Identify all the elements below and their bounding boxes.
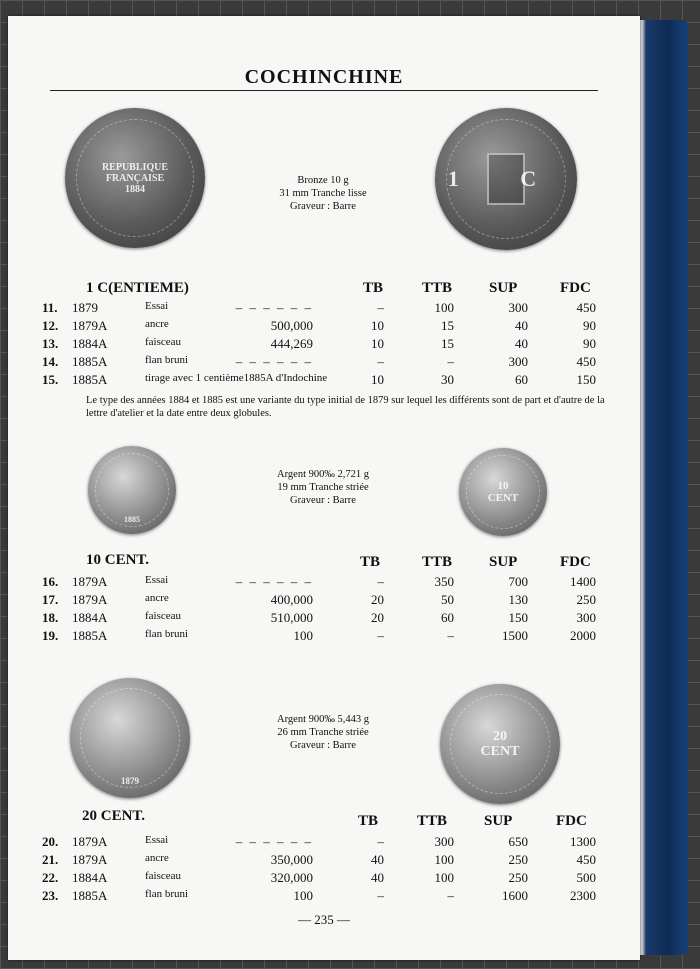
sup-cell: 130 bbox=[508, 592, 528, 607]
catalog-number: 19. bbox=[42, 628, 59, 643]
year-cell: 1879A bbox=[72, 834, 108, 849]
mintage-cell: – – – – – – bbox=[235, 300, 313, 315]
mintage-cell: – – – – – – bbox=[235, 354, 313, 369]
tb-cell: – bbox=[377, 300, 384, 315]
catalog-number: 18. bbox=[42, 610, 59, 625]
fdc-cell: 90 bbox=[583, 336, 596, 351]
year-cell: 1879A bbox=[72, 574, 108, 589]
note-text: Le type des années 1884 et 1885 est une variante du type initial de 1879 sur lequel les différents sont de part et d'autre de la lettre d'atelier et la date entre deux globules. bbox=[86, 395, 605, 419]
table-row bbox=[8, 870, 640, 888]
column-header-sup: SUP bbox=[484, 813, 513, 829]
desc-cell: tirage avec 1 centième1885A d'Indochine bbox=[145, 372, 328, 384]
sup-cell: 250 bbox=[508, 852, 528, 867]
table-row bbox=[8, 372, 640, 390]
desc-cell: faisceau bbox=[145, 870, 182, 882]
tb-cell: 40 bbox=[371, 870, 384, 885]
tb-cell: – bbox=[377, 628, 384, 643]
mintage-cell: 100 bbox=[293, 628, 313, 643]
ttb-cell: 100 bbox=[434, 852, 454, 867]
table-row bbox=[8, 888, 640, 906]
section-heading: 10 CENT. bbox=[86, 552, 150, 568]
ttb-cell: – bbox=[447, 628, 454, 643]
coin-legend: 1879 bbox=[121, 776, 139, 787]
sup-cell: 40 bbox=[515, 318, 528, 333]
sup-cell: 1600 bbox=[502, 888, 528, 903]
mintage-cell: – – – – – – bbox=[235, 574, 313, 589]
year-cell: 1879 bbox=[72, 300, 98, 315]
catalog-number: 11. bbox=[42, 300, 58, 315]
coin-1c-obverse bbox=[65, 108, 205, 248]
desc-cell: faisceau bbox=[145, 610, 182, 622]
sup-cell: 150 bbox=[508, 610, 528, 625]
section-heading: 1 C(ENTIEME) bbox=[86, 280, 189, 296]
mintage-cell: 100 bbox=[293, 888, 313, 903]
year-cell: 1884A bbox=[72, 336, 108, 351]
spec-line: Graveur : Barre bbox=[290, 495, 356, 506]
sup-cell: 650 bbox=[508, 834, 528, 849]
mintage-cell: 500,000 bbox=[270, 318, 313, 333]
ttb-cell: – bbox=[447, 354, 454, 369]
desc-cell: faisceau bbox=[145, 336, 182, 348]
mintage-cell: 510,000 bbox=[270, 610, 313, 625]
year-cell: 1879A bbox=[72, 318, 108, 333]
year-cell: 1879A bbox=[72, 592, 108, 607]
ttb-cell: 100 bbox=[434, 300, 454, 315]
title-underline bbox=[50, 90, 598, 91]
page-title: COCHINCHINE bbox=[244, 66, 404, 88]
tb-cell: 20 bbox=[371, 610, 384, 625]
fdc-cell: 300 bbox=[576, 610, 596, 625]
desc-cell: ancre bbox=[145, 592, 169, 604]
tb-cell: – bbox=[377, 888, 384, 903]
coin-1c-reverse bbox=[435, 108, 577, 250]
column-header-fdc: FDC bbox=[560, 554, 591, 570]
desc-cell: Essai bbox=[145, 300, 169, 312]
table-row bbox=[8, 354, 640, 372]
table-row bbox=[8, 592, 640, 610]
ttb-cell: 350 bbox=[434, 574, 454, 589]
spec-line: Argent 900‰ 2,721 g bbox=[277, 469, 369, 480]
sup-cell: 700 bbox=[508, 574, 528, 589]
sup-cell: 40 bbox=[515, 336, 528, 351]
page-number: — 235 — bbox=[298, 912, 350, 927]
column-header-ttb: TTB bbox=[422, 280, 453, 296]
catalog-number: 17. bbox=[42, 592, 59, 607]
tb-cell: – bbox=[377, 574, 384, 589]
ttb-cell: 30 bbox=[441, 372, 454, 387]
fdc-cell: 1300 bbox=[570, 834, 596, 849]
mintage-cell: 400,000 bbox=[270, 592, 313, 607]
catalog-number: 20. bbox=[42, 834, 59, 849]
column-header-sup: SUP bbox=[489, 554, 518, 570]
catalog-number: 15. bbox=[42, 372, 59, 387]
sup-cell: 1500 bbox=[502, 628, 528, 643]
year-cell: 1885A bbox=[72, 354, 108, 369]
column-header-sup: SUP bbox=[489, 280, 518, 296]
catalog-number: 16. bbox=[42, 574, 59, 589]
tb-cell: 10 bbox=[371, 372, 384, 387]
sup-cell: 300 bbox=[508, 300, 528, 315]
ttb-cell: 15 bbox=[441, 336, 454, 351]
desc-cell: flan bruni bbox=[145, 888, 189, 900]
column-header-tb: TB bbox=[360, 554, 381, 570]
coin-legend: 10 CENT bbox=[487, 479, 519, 504]
desc-cell: flan bruni bbox=[145, 628, 189, 640]
mintage-cell: 320,000 bbox=[270, 870, 313, 885]
spec-line: Graveur : Barre bbox=[290, 740, 356, 751]
coin-legend: 1 C bbox=[447, 165, 565, 191]
ttb-cell: 15 bbox=[441, 318, 454, 333]
year-cell: 1884A bbox=[72, 870, 108, 885]
fdc-cell: 450 bbox=[576, 300, 596, 315]
spec-line: 31 mm Tranche lisse bbox=[279, 188, 367, 199]
desc-cell: Essai bbox=[145, 574, 169, 586]
fdc-cell: 500 bbox=[576, 870, 596, 885]
desc-cell: flan bruni bbox=[145, 354, 189, 366]
catalog-number: 14. bbox=[42, 354, 59, 369]
table-row bbox=[8, 610, 640, 628]
year-cell: 1879A bbox=[72, 852, 108, 867]
mintage-cell: – – – – – – bbox=[235, 834, 313, 849]
column-header-fdc: FDC bbox=[560, 280, 591, 296]
coin-20c-reverse bbox=[440, 684, 560, 804]
coin-10c-reverse bbox=[459, 448, 547, 536]
ttb-cell: 300 bbox=[434, 834, 454, 849]
year-cell: 1885A bbox=[72, 372, 108, 387]
sup-cell: 300 bbox=[508, 354, 528, 369]
ttb-cell: 100 bbox=[434, 870, 454, 885]
table-row bbox=[8, 834, 640, 852]
ttb-cell: – bbox=[447, 888, 454, 903]
table-row bbox=[8, 628, 640, 646]
tb-cell: 20 bbox=[371, 592, 384, 607]
coin-10c-obverse bbox=[88, 446, 176, 534]
table-row bbox=[8, 574, 640, 592]
sup-cell: 60 bbox=[515, 372, 528, 387]
tb-cell: – bbox=[377, 834, 384, 849]
coin-legend: REPUBLIQUE FRANÇAISE 1884 bbox=[101, 161, 169, 195]
coin-legend: 1885 bbox=[124, 514, 140, 524]
column-header-tb: TB bbox=[358, 813, 379, 829]
tb-cell: 10 bbox=[371, 336, 384, 351]
fdc-cell: 450 bbox=[576, 852, 596, 867]
desc-cell: ancre bbox=[145, 318, 169, 330]
tb-cell: 10 bbox=[371, 318, 384, 333]
catalog-number: 21. bbox=[42, 852, 59, 867]
column-header-ttb: TTB bbox=[417, 813, 448, 829]
mintage-cell: 350,000 bbox=[270, 852, 313, 867]
sup-cell: 250 bbox=[508, 870, 528, 885]
desc-cell: Essai bbox=[145, 834, 169, 846]
catalog-number: 12. bbox=[42, 318, 59, 333]
catalog-number: 23. bbox=[42, 888, 59, 903]
fdc-cell: 1400 bbox=[570, 574, 596, 589]
fdc-cell: 250 bbox=[576, 592, 596, 607]
table-row bbox=[8, 336, 640, 354]
column-header-tb: TB bbox=[363, 280, 384, 296]
year-cell: 1885A bbox=[72, 628, 108, 643]
catalog-number: 13. bbox=[42, 336, 59, 351]
fdc-cell: 2300 bbox=[570, 888, 596, 903]
column-header-fdc: FDC bbox=[556, 813, 587, 829]
book-page bbox=[8, 16, 640, 960]
spec-20c bbox=[238, 713, 408, 752]
ttb-cell: 60 bbox=[441, 610, 454, 625]
fdc-cell: 90 bbox=[583, 318, 596, 333]
table-row bbox=[8, 300, 640, 318]
spec-1c bbox=[238, 174, 408, 213]
fdc-cell: 450 bbox=[576, 354, 596, 369]
spec-10c bbox=[238, 468, 408, 507]
desc-cell: ancre bbox=[145, 852, 169, 864]
fdc-cell: 2000 bbox=[570, 628, 596, 643]
table-row bbox=[8, 852, 640, 870]
year-cell: 1884A bbox=[72, 610, 108, 625]
section-heading: 20 CENT. bbox=[82, 808, 146, 824]
ttb-cell: 50 bbox=[441, 592, 454, 607]
tb-cell: 40 bbox=[371, 852, 384, 867]
spec-line: 19 mm Tranche striée bbox=[277, 482, 369, 493]
tb-cell: – bbox=[377, 354, 384, 369]
column-header-ttb: TTB bbox=[422, 554, 453, 570]
coin-legend: 20 CENT bbox=[480, 728, 520, 759]
mintage-cell: 444,269 bbox=[270, 336, 313, 351]
catalog-number: 22. bbox=[42, 870, 59, 885]
year-cell: 1885A bbox=[72, 888, 108, 903]
fdc-cell: 150 bbox=[576, 372, 596, 387]
spec-line: Bronze 10 g bbox=[297, 175, 349, 186]
spec-line: Argent 900‰ 5,443 g bbox=[277, 714, 369, 725]
spec-line: Graveur : Barre bbox=[290, 201, 356, 212]
spec-line: 26 mm Tranche striée bbox=[277, 727, 369, 738]
table-row bbox=[8, 318, 640, 336]
coin-20c-obverse bbox=[70, 678, 190, 798]
